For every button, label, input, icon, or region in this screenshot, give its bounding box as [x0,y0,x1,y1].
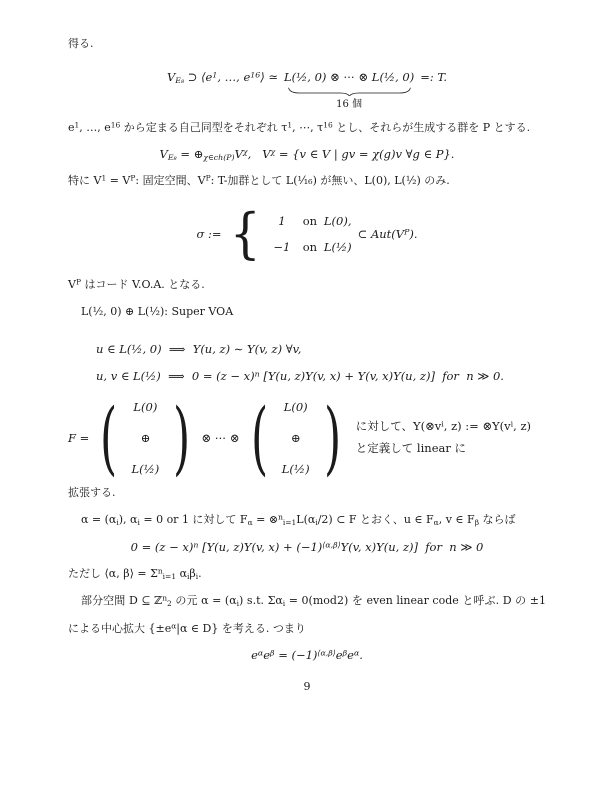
equation-central-extension [68,648,546,662]
paragraph-automorphisms: $e^1$, …, $e^{16}$ から定まる自己同型をそれぞれ $\tau^1$, ⋯, $\tau^{16}$ とし、それらが生成する群を P とする. [68,120,531,134]
equation-commutation-even [96,342,546,356]
underbrace-icon [287,87,412,96]
paragraph-super-voa: L(½, 0) ⊕ L(½): Super VOA [81,305,234,318]
paragraph-intro: 得る. [68,37,94,50]
F-column-vector [129,398,163,478]
equation-F-definition [68,390,546,484]
paragraph-code-voa: $V^P$ はコード V.O.A. となる. [68,277,205,291]
F-column-entry: L(½) [131,461,160,476]
page-number: 9 [303,680,311,693]
eq-central-extension-body: $e^\alpha e^\beta = (-1)^{⟨\alpha,\beta⟩}e^\beta e^\alpha$. [251,648,363,662]
sigma-case-module: L(½) [323,239,352,254]
eq-super-commutation-body: $0 = (z - x)^n$ [Y(u, z)Y(v, $x) + (-1)^{⟨\alpha,\beta⟩}Y(v$, x)Y(u, z)] for n ≫ 0 [130,539,484,554]
eq-tensor-rhs: =: T. [420,69,448,84]
eq-tensor-body: L(½, 0) ⊗ ⋯ ⊗ L(½, 0) [284,69,415,84]
eq-F-lhs: F = [68,430,90,445]
sigma-case-on: on [302,213,318,228]
sigma-cases [268,214,352,254]
sigma-case-value: 1 [278,213,286,228]
equation-super-commutation [68,540,546,554]
underbrace-label: 16 個 [336,98,363,110]
F-column-entry: L(0) [283,399,308,414]
eq-F-middle: ⊗ ⋯ ⊗ [201,430,240,445]
paragraph-even-linear-code: 部分空間 D ⊆ ℤ$^n_2$ の元 $\alpha = (\alpha_i)$ s.t. $\Sigma\alpha_i = 0(mod2)$ を even linear code と呼ぶ. D の ±1 による中心拡大 {$\pm e^\alpha|\alpha$ ∈ D} を考える. つまり [68,593,546,635]
paragraph-extend: 拡張する. [68,485,116,499]
direct-sum-symbol: ⊕ [290,430,301,445]
eq-F-tail-text: に対して、$Y(\otimes v^i$, z) := $\otimes Y(v^i$, z) と定義して linear に [355,418,532,455]
eq-character-body: $V_{E_8}$ = $\oplus_{\chi\in ch(P)}V^\chi$, $V^\chi = \{v$ ∈ V | gv = χ(g)v ∀g ∈ P}. [159,147,455,162]
eq-commutation-even-body: u ∈ L(½, 0) ⟹ Y(u, z) ∼ Y(v, z) ∀v, [96,341,302,356]
sigma-case-module: L(0), [323,213,352,228]
left-paren-icon: ( [100,390,118,484]
equation-tensor-decomposition [68,68,546,112]
eq-sigma-lhs: σ := [196,226,222,241]
equation-sigma-definition [68,201,546,265]
sigma-case-value: −1 [273,239,291,254]
eq-tensor-lhs: $V_{E_8}$ ⊃ $⟨e^1$, …, $e^{16}⟩$ ≃ [166,69,279,85]
eq-sigma-rhs: ⊂ $Aut(V^P)$. [357,226,418,241]
F-column-entry: L(½) [281,461,310,476]
F-column-entry: L(0) [133,399,158,414]
equation-character-decomposition [68,147,546,161]
left-brace-icon: { [229,201,261,265]
equation-group-commutation [68,342,546,383]
eq-tensor-underbraced-group [284,68,414,112]
right-paren-icon: ) [323,390,341,484]
paragraph-F-alpha: $\alpha = (\alpha_i)$, $\alpha_i = 0$ or 1 に対して $F_\alpha$ = $\otimes^n_{i=1}L(\alpha_i/2)$ ⊂ F とおく、u ∈ $F_\alpha$, v ∈ $F_\beta$ ならば [81,512,516,527]
right-paren-icon: ) [173,390,191,484]
direct-sum-symbol: ⊕ [140,430,151,445]
equation-commutation-odd [96,369,546,383]
F-column-vector [279,398,313,478]
paragraph-fixed-space: 特に $V^1 = V^P$: 固定空間、$V^P$: T-加群として L(¹⁄₁₆) が無い、L(0), L(½) のみ. [68,173,450,187]
paragraph-pairing-definition: ただし ⟨α, β⟩ = $\Sigma^n_{i=1}$ $\alpha_i\beta_i$. [68,566,202,581]
left-paren-icon: ( [250,390,268,484]
sigma-case-on: on [302,239,318,254]
eq-commutation-odd-body: u, v ∈ L(½) ⟹ $0 = (z - x)^n$ [Y(u, z)Y(v, x) + Y(v, x)Y(u, z)] for n ≫ 0. [96,368,504,383]
